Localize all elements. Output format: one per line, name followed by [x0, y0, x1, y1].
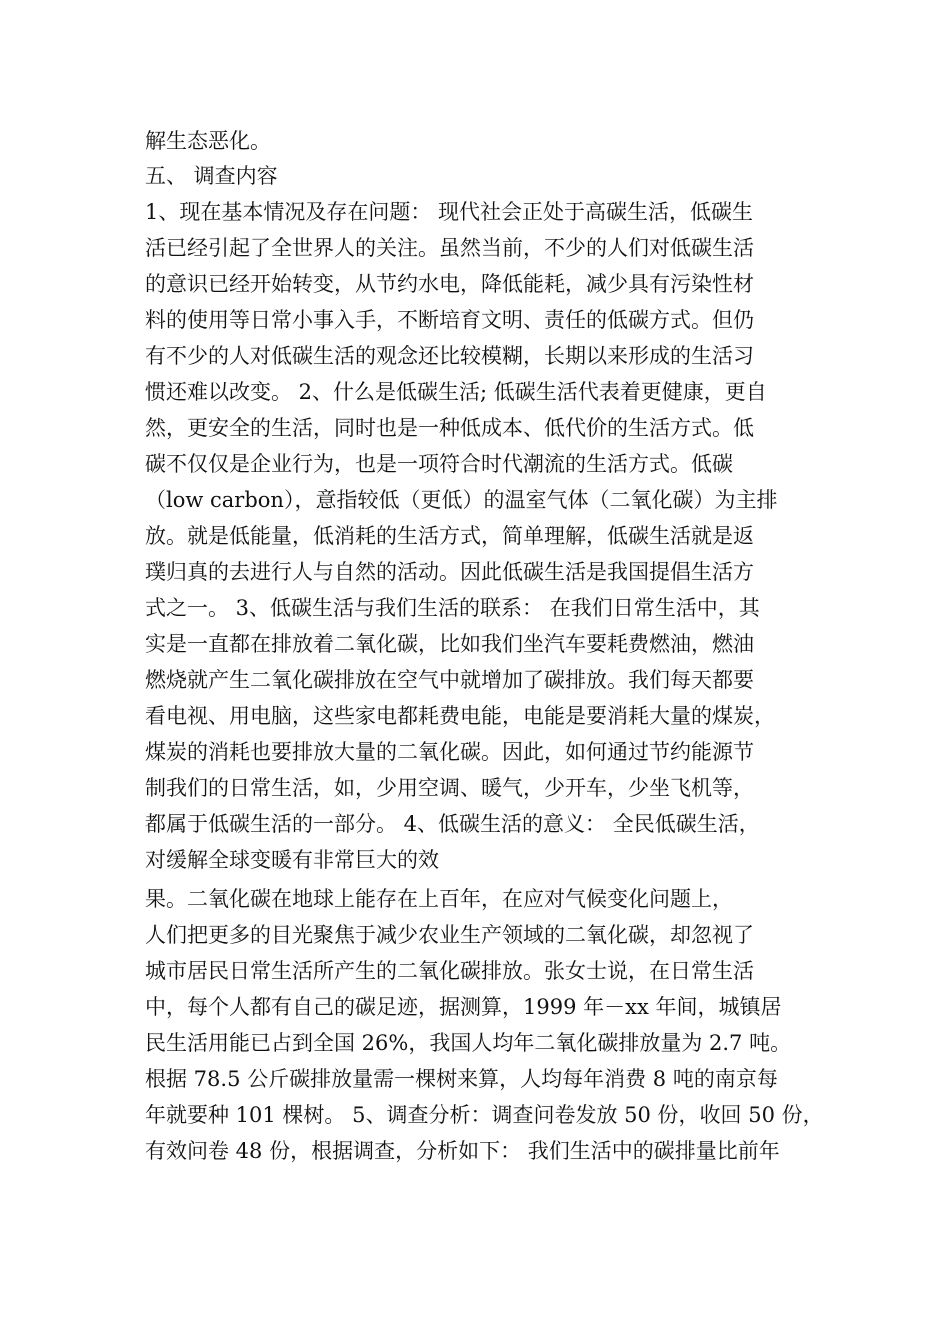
- text-line: 年就要种 101 棵树。 5、调查分析：调查问卷发放 50 份，收回 50 份，: [145, 1103, 824, 1127]
- text-line: 看电视、用电脑，这些家电都耗费电能，电能是要消耗大量的煤炭，: [145, 704, 775, 728]
- text-line: 都属于低碳生活的一部分。 4、低碳生活的意义： 全民低碳生活，: [145, 812, 760, 836]
- text-line: 碳不仅仅是企业行为，也是一项符合时代潮流的生活方式。低碳: [145, 452, 733, 476]
- text-line: 根据 78.5 公斤碳排放量需一棵树来算，人均每年消费 8 吨的南京每: [145, 1067, 778, 1091]
- text-line: 煤炭的消耗也要排放大量的二氧化碳。因此，如何通过节约能源节: [145, 740, 754, 764]
- text-line: 对缓解全球变暖有非常巨大的效: [145, 848, 439, 872]
- text-line: 实是一直都在排放着二氧化碳，比如我们坐汽车要耗费燃油，燃油: [145, 632, 754, 656]
- text-line: 果。二氧化碳在地球上能存在上百年，在应对气候变化问题上，: [145, 887, 733, 911]
- text-line: 民生活用能已占到全国 26%，我国人均年二氧化碳排放量为 2.7 吨。: [145, 1031, 792, 1055]
- text-line: 解生态恶化。: [145, 129, 271, 153]
- text-line: （low carbon），意指较低（更低）的温室气体（二氧化碳）为主排: [145, 488, 778, 512]
- text-line: 有效问卷 48 份，根据调查，分析如下： 我们生活中的碳排量比前年: [145, 1139, 780, 1163]
- text-line: 式之一。 3、低碳生活与我们生活的联系： 在我们日常生活中，其: [145, 596, 760, 620]
- text-line: 璞归真的去进行人与自然的活动。因此低碳生活是我国提倡生活方: [145, 560, 754, 584]
- text-line: 惯还难以改变。 2、什么是低碳生活; 低碳生活代表着更健康，更自: [145, 380, 767, 404]
- text-line: 中，每个人都有自己的碳足迹，据测算，1999 年－xx 年间，城镇居: [145, 995, 782, 1019]
- text-line: 人们把更多的目光聚焦于减少农业生产领域的二氧化碳，却忽视了: [145, 923, 754, 947]
- text-line: 然，更安全的生活，同时也是一种低成本、低代价的生活方式。低: [145, 416, 754, 440]
- text-line: 活已经引起了全世界人的关注。虽然当前，不少的人们对低碳生活: [145, 236, 754, 260]
- text-line: 料的使用等日常小事入手，不断培育文明、责任的低碳方式。但仍: [145, 308, 754, 332]
- text-line: 城市居民日常生活所产生的二氧化碳排放。张女士说，在日常生活: [145, 959, 754, 983]
- text-line: 放。就是低能量，低消耗的生活方式，简单理解，低碳生活就是返: [145, 524, 754, 548]
- section-heading: 五、 调查内容: [145, 164, 278, 188]
- text-line: 的意识已经开始转变，从节约水电，降低能耗，减少具有污染性材: [145, 272, 754, 296]
- text-line: 1、现在基本情况及存在问题： 现代社会正处于高碳生活，低碳生: [145, 200, 754, 224]
- text-line: 有不少的人对低碳生活的观念还比较模糊，长期以来形成的生活习: [145, 344, 754, 368]
- text-line: 制我们的日常生活，如，少用空调、暖气，少开车，少坐飞机等，: [145, 776, 754, 800]
- text-line: 燃烧就产生二氧化碳排放在空气中就增加了碳排放。我们每天都要: [145, 668, 754, 692]
